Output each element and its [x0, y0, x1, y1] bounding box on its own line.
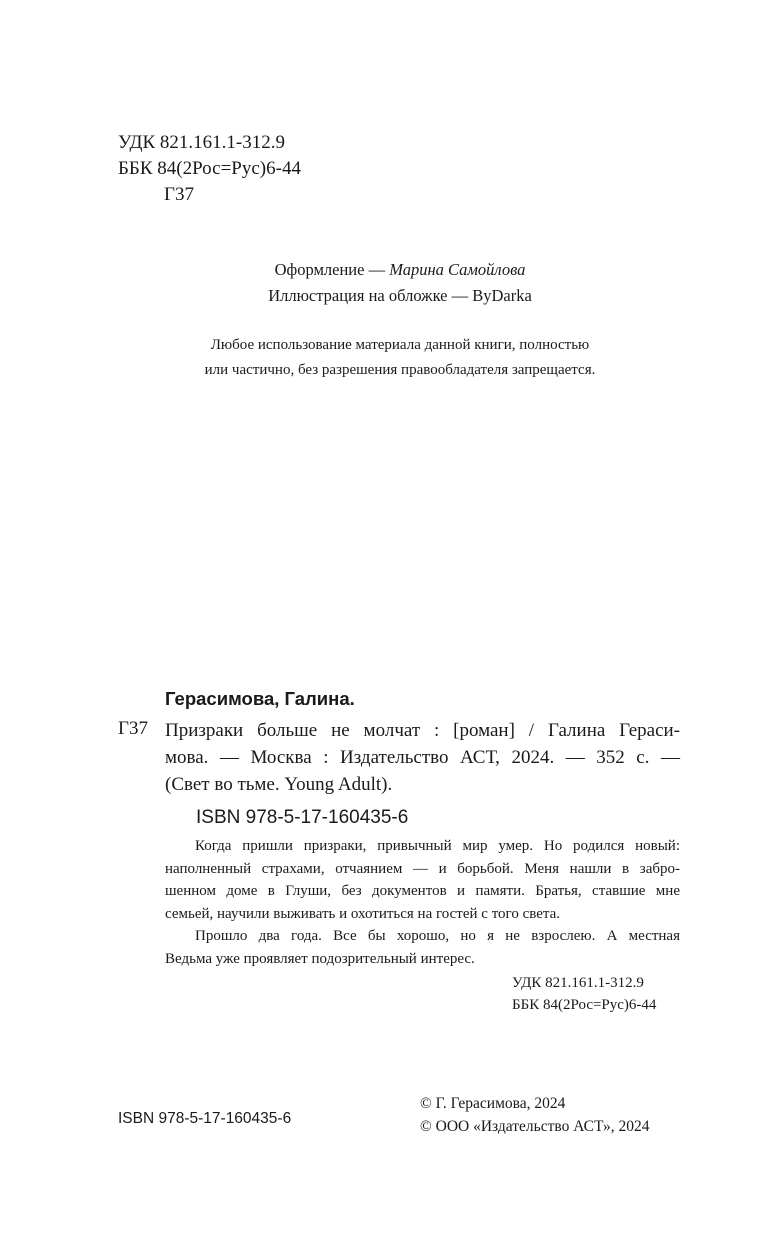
design-credit-name: Марина Самойлова — [389, 260, 526, 279]
catalog-mark: Г37 — [118, 718, 148, 739]
copyright-block — [420, 1092, 650, 1138]
author-mark: Г37 — [164, 184, 194, 205]
annotation-line: шенном доме в Глуши, без документов и памяти. Братья, ставшие мне — [165, 883, 680, 899]
annotation-line: семьей, научили выживать и охотиться на гостей с того света. — [165, 905, 561, 922]
catalog-author: Герасимова, Галина. — [165, 688, 355, 709]
annotation — [165, 835, 680, 970]
design-credit-label: Оформление — — [274, 260, 390, 279]
design-credit — [0, 257, 768, 283]
rights-notice — [0, 333, 768, 383]
catalog-isbn: ISBN 978-5-17-160435-6 — [196, 807, 409, 828]
annotation-line: Ведьма уже проявляет подозрительный интерес. — [165, 950, 475, 967]
bbk-code: ББК 84(2Рос=Рус)6-44 — [118, 158, 301, 179]
rights-line-2: или частично, без разрешения правообладателя запрещается. — [204, 362, 596, 378]
annotation-udk: УДК 821.161.1-312.9 — [512, 975, 644, 991]
catalog-line-3: (Свет во тьме. Young Adult). — [165, 774, 393, 795]
copyright-author: © Г. Герасимова, 2024 — [420, 1095, 566, 1112]
catalog-description — [165, 717, 680, 798]
annotation-line: Прошло два года. Все бы хорошо, но я не взрослею. А местная — [195, 928, 680, 944]
annotation-classification — [512, 972, 656, 1016]
cover-illustration-credit: Иллюстрация на обложке — ByDarka — [268, 286, 532, 305]
udk-code: УДК 821.161.1-312.9 — [118, 132, 285, 153]
copyright-publisher: © ООО «Издательство АСТ», 2024 — [420, 1118, 650, 1135]
annotation-bbk: ББК 84(2Рос=Рус)6-44 — [512, 997, 657, 1013]
annotation-line: наполненный страхами, отчаянием — и борьбой. Меня нашли в забро- — [165, 860, 680, 877]
catalog-line-1: Призраки больше не молчат : [роман] / Галина Гераси- — [165, 720, 680, 741]
credits-block — [0, 257, 768, 309]
footer-isbn: ISBN 978-5-17-160435-6 — [118, 1110, 292, 1127]
rights-line-1: Любое использование материала данной книги, полностью — [210, 337, 590, 353]
top-classification-codes — [118, 130, 301, 208]
catalog-line-2: мова. — Москва : Издательство АСТ, 2024. — 352 с. — — [165, 747, 680, 768]
annotation-line: Когда пришли призраки, привычный мир умер. Но родился новый: — [195, 838, 680, 854]
